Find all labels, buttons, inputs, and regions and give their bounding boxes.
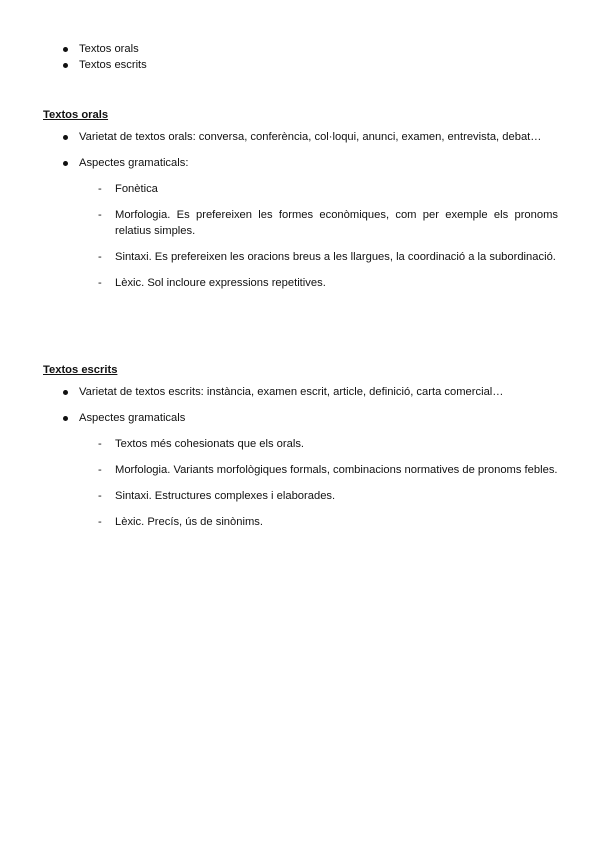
list-item-aspects: Aspectes gramaticals: — [43, 155, 558, 171]
sub-item: - Textos més cohesionats que els orals. — [43, 436, 558, 452]
intro-list — [43, 41, 558, 73]
sub-item: - Sintaxi. Es prefereixen les oracions breus a les llargues, la coordinació a la subordinació. — [43, 249, 558, 265]
section-heading-escrits: Textos escrits — [43, 364, 118, 376]
list-item-variety: Varietat de textos escrits: instància, examen escrit, article, definició, carta comercial… — [43, 384, 558, 400]
sub-item: - Lèxic. Sol incloure expressions repetitives. — [43, 275, 558, 291]
sub-item: - Lèxic. Precís, ús de sinònims. — [43, 514, 558, 530]
sub-item: - Sintaxi. Estructures complexes i elaborades. — [43, 488, 558, 504]
section-orals — [43, 129, 558, 291]
sub-item: - Morfologia. Variants morfològiques formals, combinacions normatives de pronoms febles. — [43, 462, 558, 478]
sub-item: - Morfologia. Es prefereixen les formes econòmiques, com per exemple els pronoms relatius simples. — [43, 207, 558, 239]
list-item: Textos escrits — [43, 57, 558, 73]
section-heading-orals: Textos orals — [43, 109, 109, 121]
section-escrits — [43, 384, 558, 530]
sub-item: - Fonètica — [43, 181, 558, 197]
list-item-variety: Varietat de textos orals: conversa, conferència, col·loqui, anunci, examen, entrevista, debat… — [43, 129, 558, 145]
list-item-aspects: Aspectes gramaticals — [43, 410, 558, 426]
list-item: Textos orals — [43, 41, 558, 57]
